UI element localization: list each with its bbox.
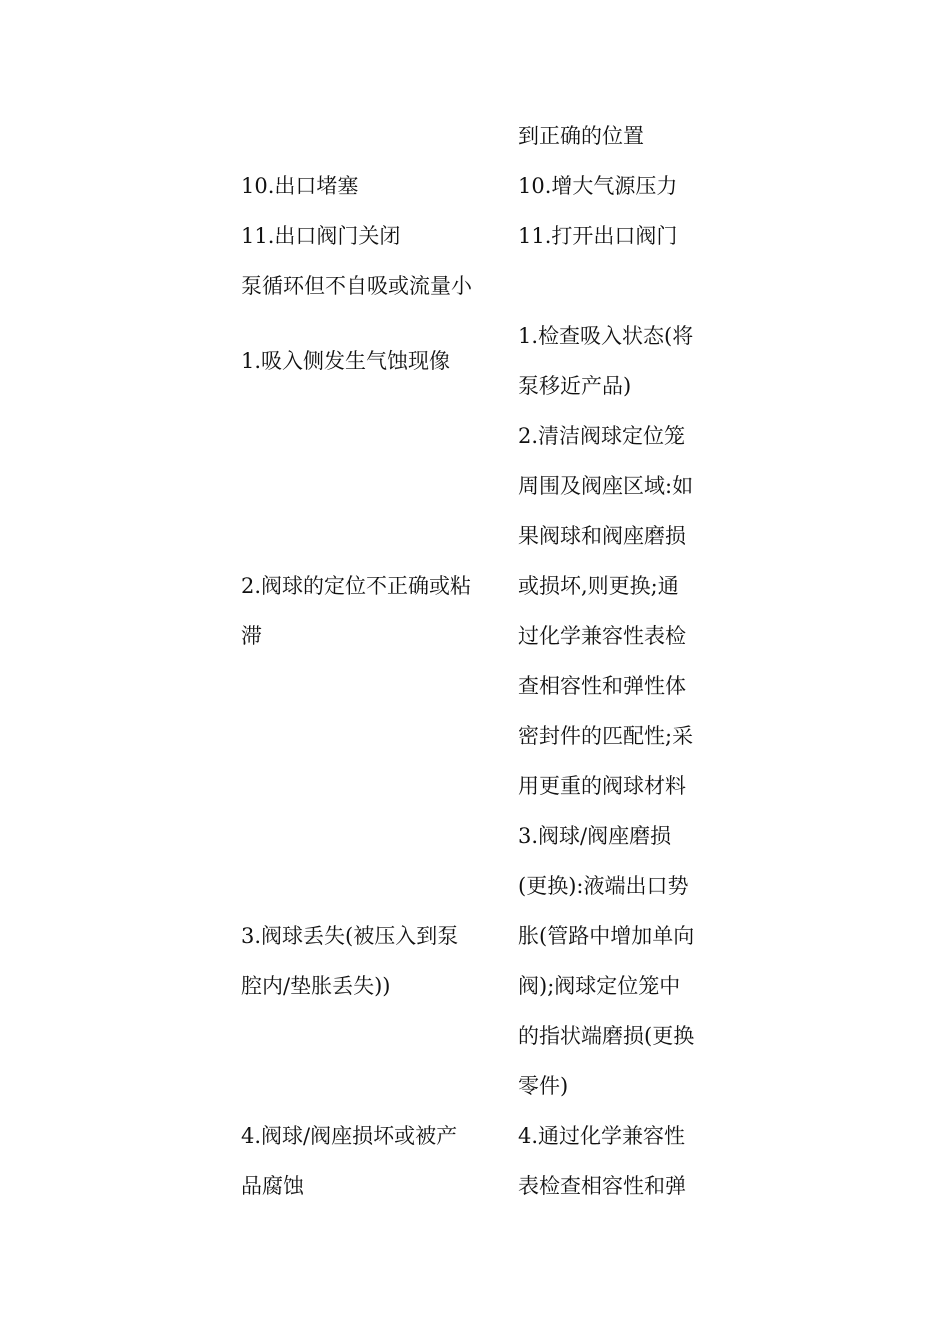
remedy-cell bbox=[518, 811, 721, 1111]
cause-cell bbox=[241, 1111, 518, 1211]
remedy-cell bbox=[518, 1111, 721, 1211]
cause-cell bbox=[241, 911, 518, 1011]
remedy-cell bbox=[518, 111, 721, 161]
remedy-line: 11.打开出口阀门 bbox=[518, 224, 678, 248]
remedy-line: 4.通过化学兼容性 bbox=[518, 1124, 686, 1148]
cause-line: 3.阀球丢失(被压入到泵 bbox=[241, 924, 459, 948]
cause-line: 品腐蚀 bbox=[241, 1174, 304, 1198]
remedy-line: 10.增大气源压力 bbox=[518, 174, 678, 198]
table-row bbox=[241, 311, 721, 411]
cause-line: 泵循环但不自吸或流量小 bbox=[241, 274, 472, 298]
remedy-line: 用更重的阀球材料 bbox=[518, 774, 686, 798]
cause-cell bbox=[241, 336, 518, 386]
remedy-line: 表检查相容性和弹 bbox=[518, 1174, 686, 1198]
remedy-line: 阀);阀球定位笼中 bbox=[518, 974, 681, 998]
table-row bbox=[241, 1111, 721, 1211]
remedy-line: 3.阀球/阀座磨损 bbox=[518, 824, 672, 848]
remedy-cell bbox=[518, 311, 721, 411]
cause-cell bbox=[241, 161, 518, 211]
cause-line: 1.吸入侧发生气蚀现像 bbox=[241, 349, 451, 373]
cause-line: 4.阀球/阀座损坏或被产 bbox=[241, 1124, 458, 1148]
cause-line: 10.出口堵塞 bbox=[241, 174, 359, 198]
cause-cell bbox=[241, 261, 518, 311]
remedy-line: 到正确的位置 bbox=[518, 124, 644, 148]
remedy-cell bbox=[518, 211, 721, 261]
remedy-line: 或损坏,则更换;通 bbox=[518, 574, 679, 598]
troubleshooting-table bbox=[241, 111, 721, 1211]
remedy-line: 果阀球和阀座磨损 bbox=[518, 524, 686, 548]
remedy-line: 2.清洁阀球定位笼 bbox=[518, 424, 686, 448]
remedy-line: 过化学兼容性表检 bbox=[518, 624, 686, 648]
cause-line: 滞 bbox=[241, 624, 262, 648]
remedy-line: 1.检查吸入状态(将 bbox=[518, 324, 694, 348]
remedy-line: 查相容性和弹性体 bbox=[518, 674, 686, 698]
table-row bbox=[241, 411, 721, 811]
remedy-line: 零件) bbox=[518, 1074, 569, 1098]
table-row bbox=[241, 211, 721, 261]
remedy-line: (更换):液端出口势 bbox=[518, 874, 689, 898]
remedy-line: 泵移近产品) bbox=[518, 374, 632, 398]
table-row bbox=[241, 261, 721, 311]
cause-line: 腔内/垫胀丢失)) bbox=[241, 974, 391, 998]
cause-cell bbox=[241, 211, 518, 261]
remedy-line: 胀(管路中增加单向 bbox=[518, 924, 695, 948]
cause-line: 2.阀球的定位不正确或粘 bbox=[241, 574, 472, 598]
table-row bbox=[241, 161, 721, 211]
remedy-cell bbox=[518, 161, 721, 211]
remedy-line: 的指状端磨损(更换 bbox=[518, 1024, 695, 1048]
remedy-line: 密封件的匹配性;采 bbox=[518, 724, 694, 748]
table-row bbox=[241, 111, 721, 161]
remedy-line: 周围及阀座区域:如 bbox=[518, 474, 694, 498]
cause-cell bbox=[241, 561, 518, 661]
cause-line: 11.出口阀门关闭 bbox=[241, 224, 401, 248]
table-row bbox=[241, 811, 721, 1111]
remedy-cell bbox=[518, 411, 721, 811]
